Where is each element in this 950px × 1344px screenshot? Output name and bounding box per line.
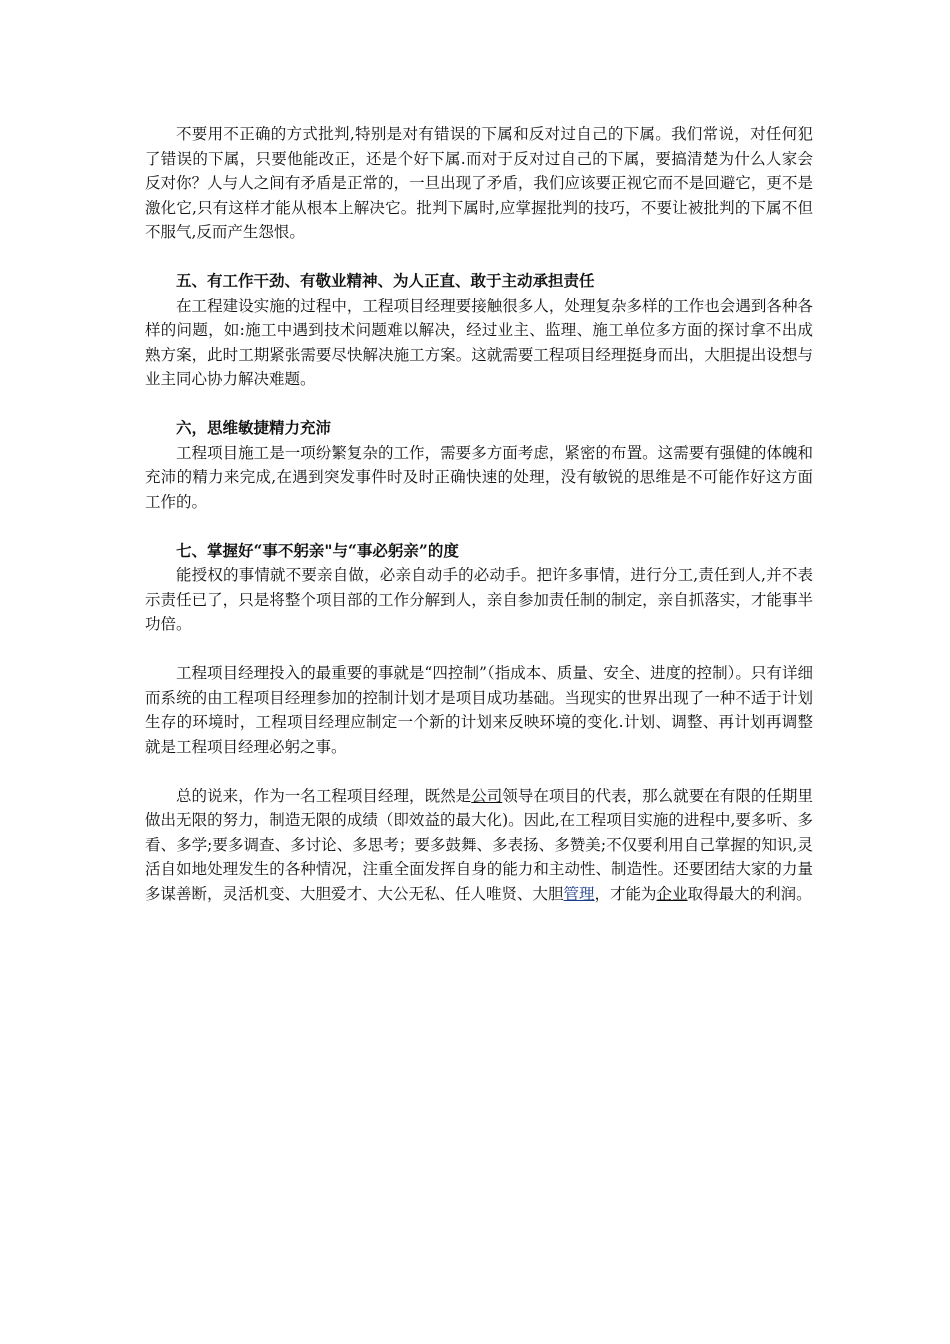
spacer bbox=[145, 245, 813, 270]
paragraph-summary bbox=[145, 784, 813, 907]
document-body bbox=[145, 122, 813, 906]
section-heading-6: 六，思维敏捷精力充沛 bbox=[176, 418, 332, 437]
summary-text-4: 取得最大的利润。 bbox=[687, 884, 812, 903]
spacer bbox=[145, 759, 813, 784]
spacer bbox=[145, 637, 813, 662]
summary-text-1: 总的说来，作为一名工程项目经理，既然是 bbox=[176, 786, 472, 805]
paragraph-section-5: 在工程建设实施的过程中，工程项目经理要接触很多人，处理复杂多样的工作也会遇到各种各样的问题，如:施工中遇到技术问题难以解决，经过业主、监理、施工单位多方面的探讨拿不出成熟方案，此时工期紧张需要尽快解决施工方案。这就需要工程项目经理挺身而出，大胆提出设想与业主同心协力解决难题。 bbox=[145, 296, 813, 388]
link-management[interactable]: 管理 bbox=[563, 884, 595, 903]
paragraph-criticism: 不要用不正确的方式批判,特别是对有错误的下属和反对过自己的下属。我们常说，对任何犯了错误的下属，只要他能改正，还是个好下属.而对于反对过自己的下属，要搞清楚为什么人家会反对你？人与人之间有矛盾是正常的，一旦出现了矛盾，我们应该要正视它而不是回避它，更不是激化它,只有这样才能从根本上解决它。批判下属时,应掌握批判的技巧，不要让被批判的下属不但不服气,反而产生怨恨。 bbox=[145, 125, 813, 241]
summary-text-2: 领导在项目的代表，那么就要在有限的任期里做出无限的努力，制造无限的成绩（即效益的最大化)。因此,在工程项目实施的进程中,要多听、多看、多学;要多调查、多讨论、多思考；要多鼓舞、多表扬、多赞美;不仅要利用自己掌握的知识,灵活自如地处理发生的各种情况，注重全面发挥自身的能力和主动性、制造性。还要团结大家的力量多谋善断，灵活机变、大胆爱才、大公无私、任人唯贤、大胆 bbox=[145, 786, 813, 903]
summary-text-3: ，才能为 bbox=[594, 884, 657, 903]
section-heading-5: 五、有工作干劲、有敬业精神、为人正直、敢于主动承担责任 bbox=[176, 271, 595, 290]
link-enterprise[interactable]: 企业 bbox=[656, 884, 688, 903]
spacer bbox=[145, 392, 813, 417]
link-company[interactable]: 公司 bbox=[471, 786, 503, 805]
spacer bbox=[145, 514, 813, 539]
paragraph-four-controls: 工程项目经理投入的最重要的事就是“四控制”（指成本、质量、安全、进度的控制）。只有详细而系统的由工程项目经理参加的控制计划才是项目成功基础。当现实的世界出现了一种不适于计划生存的环境时，工程项目经理应制定一个新的计划来反映环境的变化.计划、调整、再计划再调整就是工程项目经理必躬之事。 bbox=[145, 664, 813, 756]
paragraph-section-7: 能授权的事情就不要亲自做，必亲自动手的必动手。把许多事情，进行分工,责任到人,并不表示责任已了，只是将整个项目部的工作分解到人，亲自参加责任制的制定，亲自抓落实，才能事半功倍。 bbox=[145, 566, 813, 633]
paragraph-section-6: 工程项目施工是一项纷繁复杂的工作，需要多方面考虑，紧密的布置。这需要有强健的体魄和充沛的精力来完成,在遇到突发事件时及时正确快速的处理，没有敏锐的思维是不可能作好这方面工作的。 bbox=[145, 443, 813, 511]
section-heading-7: 七、掌握好“事不躬亲"与“事必躬亲”的度 bbox=[176, 540, 459, 560]
